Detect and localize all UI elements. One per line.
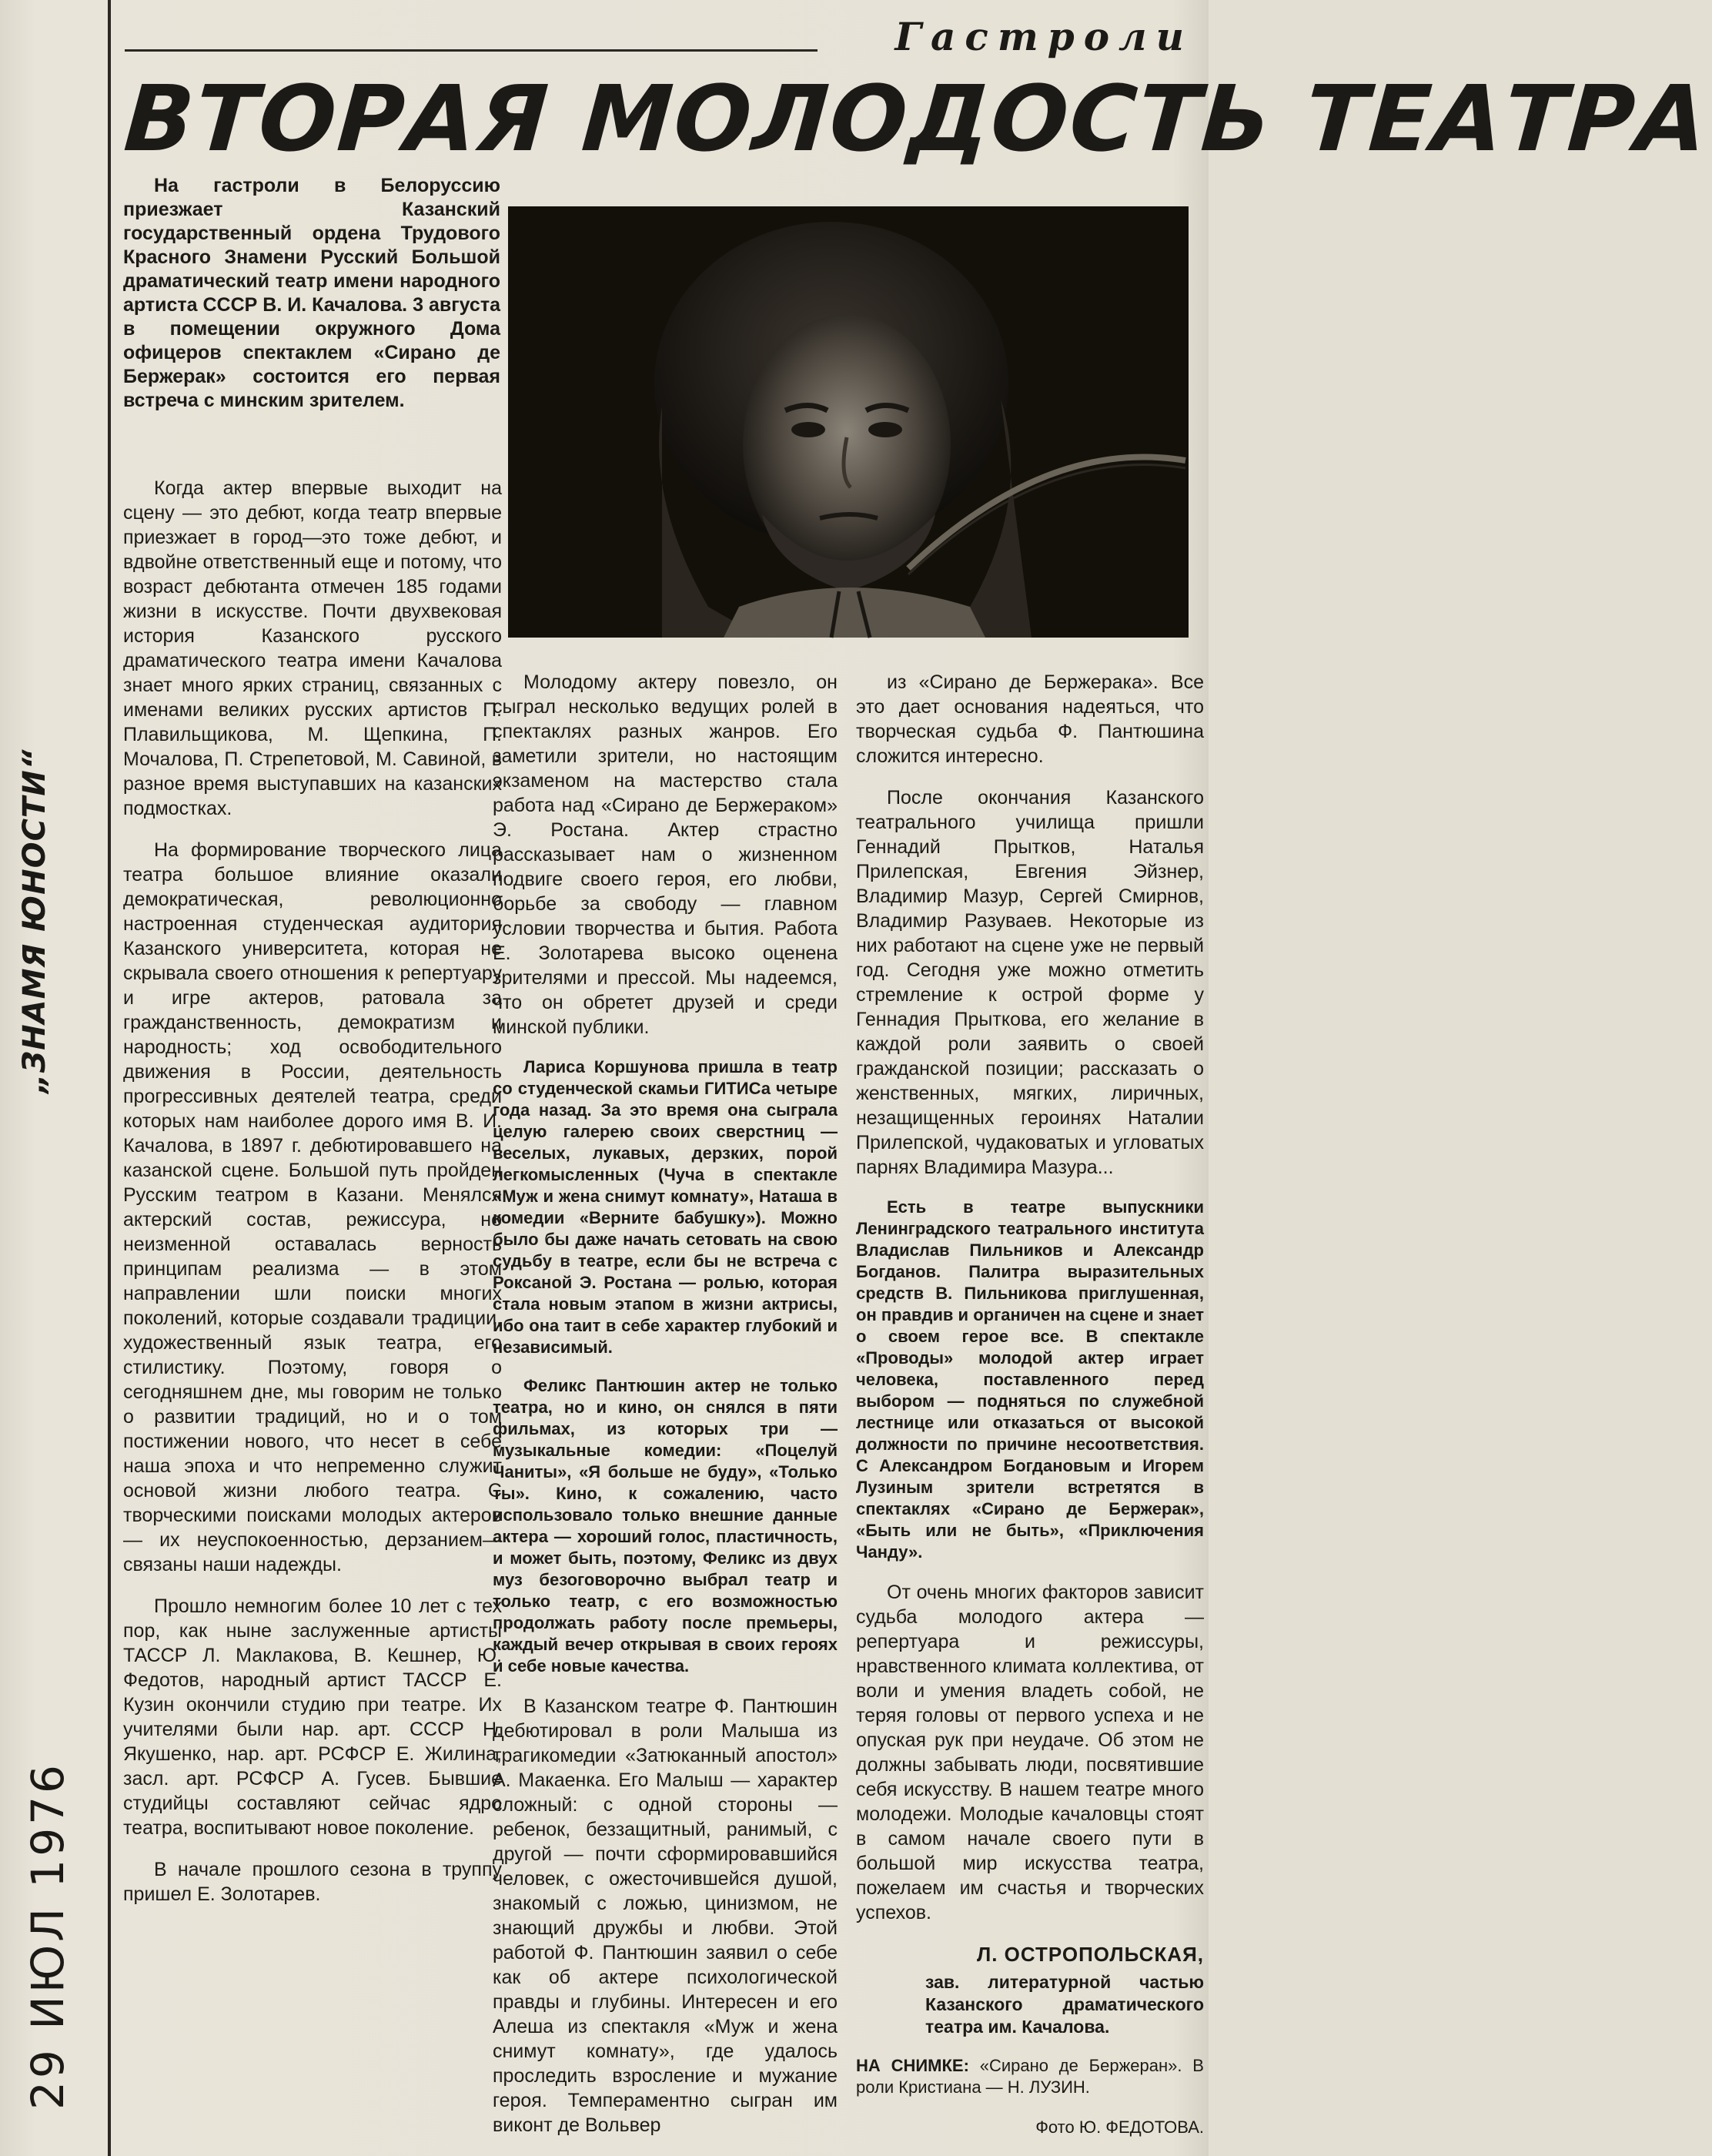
- paragraph: На формирование творческого лица театра большое влияние оказали демократическая, революционно настроенная студенческая аудитория Казанского университета, которая не скрывала своего отношения к репертуару и игре актеров, ратовала за гражданственность, демократизм и народность; ход освободительного движения в России, деятельность прогрессивных деятелей театра, среди которых нам наиболее дорого имя В. И. Качалова, в 1897 г. дебютировавшего на казанской сцене. Большой путь пройден Русским театром в Казани. Менялся актерский состав, режиссура, но неизменной оставалась верность принципам реализма — в этом направлении шли поиски многих поколений, которые создавали традиции, художественный язык театра, его стилистику. Поэтому, говоря о сегодняшнем дне, мы говорим не только о развитии традиций, но и о том постижении нового, что несет в себе наша эпоха и что непременно служит основой жизни любого театра. С творческими поисками молодых актеров — их неуспокоенностью, дерзанием—связаны наши надежды.: [123, 839, 502, 1575]
- paragraph: От очень многих факторов зависит судьба молодого актера — репертуара и режиссуры, нравственного климата коллектива, от воли и умения владеть собой, не теряя головы от первого успеха и не опуская рук при неудаче. Об этом не должны забывать люди, посвятившие себя искусству. В нашем театре много молодежи. Молодые качаловцы стоят в самом начале своего пути в большой мир искусства театра, пожелаем им счастья и творческих успехов.: [856, 1582, 1204, 1923]
- author-name: Л. ОСТРОПОЛЬСКАЯ,: [976, 1943, 1204, 1966]
- caption-text: «Сирано де Бержеран». В роли Кристиана — Н. ЛУЗИН.: [856, 2056, 1204, 2097]
- paragraph: из «Сирано де Бержерака». Все это дает основания надеяться, что творческая судьба Ф. Пантюшина сложится интересно.: [856, 671, 1204, 767]
- caption-label: НА СНИМКЕ:: [856, 2056, 969, 2075]
- column-rule: [108, 0, 111, 2156]
- rubric-rule: [125, 49, 818, 52]
- article-column-2: [493, 670, 838, 2154]
- paragraph: Когда актер впервые выходит на сцену — это дебют, когда театр впервые приезжает в город—это тоже дебют, и вдвойне ответственный еще и потому, что возраст дебютанта отмечен 185 годами жизни в искусстве. Почти двухвековая история Казанского русского драматического театра имени Качалова знает много ярких страниц, связанных с именами великих русских артистов П. Плавильщикова, М. Щепкина, П. Мочалова, П. Стрепетовой, М. Савиной, в разное время выступавших на казанских подмостках.: [123, 477, 502, 819]
- article-column-3: [856, 670, 1204, 2140]
- lead-paragraph: На гастроли в Белоруссию приезжает Казанский государственный ордена Трудового Красного Знамени Русский Большой драматический театр имени народного артиста СССР В. И. Качалова. 3 августа в помещении окружного Дома офицеров спектаклем «Сирано де Бержерак» состоится его первая встреча с минским зрителем.: [123, 175, 500, 411]
- article-photo: [508, 206, 1189, 638]
- actor-portrait-image: [508, 206, 1189, 638]
- paragraph: Прошло немногим более 10 лет с тех пор, как ныне заслуженные артисты ТАССР Л. Маклакова, В. Кешнер, Ю. Федотов, народный артист ТАССР Е. Кузин окончили студию при театре. Их учителями были нар. арт. СССР Н. Якушенко, нар. арт. РСФСР Е. Жилина, засл. арт. РСФСР А. Гусев. Бывшие студийцы составляют сейчас ядро театра, воспитывают новое поколение.: [123, 1595, 502, 1839]
- paragraph: В Казанском театре Ф. Пантюшин дебютировал в роли Малыша из трагикомедии «Затюканный апостол» А. Макаенка. Его Малыш — характер сложный: с одной стороны — ребенок, беззащитный, ранимый, с другой — почти сформировавшийся человек, с ожесточившейся душой, знакомый с ложью, цинизмом, не знающий дружбы и любви. Этой работой Ф. Пантюшин заявил о себе как об актере психологической правды и глубины. Интересен и его Алеша из спектакля «Муж и жена снимут комнату», где удалось проследить взросление и мужание героя. Темпераментно сыгран им виконт де Вольвер: [493, 1696, 838, 2136]
- paragraph: Лариса Коршунова пришла в театр со студенческой скамьи ГИТИСа четыре года назад. За это время она сыграла целую галерею своих сверстниц — веселых, лукавых, дерзких, порой легкомысленных (Чуча в спектакле «Муж и жена снимут комнату», Наташа в комедии «Верните бабушку»). Можно было бы даже начать сетовать на свою судьбу в театре, если бы не встреча с Роксаной Э. Ростана — ролью, которая стала новым этапом в жизни актрисы, ибо она таит в себе характер глубокий и независимый.: [493, 1057, 838, 1357]
- newspaper-name: „ЗНАМЯ ЮНОСТИ“: [17, 748, 52, 1093]
- paragraph: Молодому актеру повезло, он сыграл несколько ведущих ролей в спектаклях разных жанров. Его заметили зрители, но настоящим экзаменом на мастерство стала работа над «Сирано де Бержераком» Э. Ростана. Актер страстно рассказывает нам о жизненном подвиге своего героя, его любви, борьбе за свободу — главном условии творчества и бытия. Работа Е. Золотарева высоко оценена зрителями и прессой. Мы надеемся, что он обретет друзей и среди минской публики.: [493, 671, 838, 1038]
- photo-caption: [856, 2055, 1204, 2098]
- paragraph: Есть в театре выпускники Ленинградского театрального института Владислав Пильников и Александр Богданов. Палитра выразительных средств В. Пильникова приглушенная, он правдив и органичен на сцене и знает о своем герое все. В спектакле «Проводы» молодой актер играет человека, поставленного перед выбором — подняться по служебной лестнице или отказаться от высокой должности по причине несоответствия. С Александром Богдановым и Игорем Лузиным зрители встретятся в спектаклях «Сирано де Бержерак», «Быть или не быть», «Приключения Чанду».: [856, 1197, 1204, 1562]
- paragraph: В начале прошлого сезона в труппу пришел Е. Золотарев.: [123, 1859, 502, 1905]
- paragraph: После окончания Казанского театрального училища пришли Геннадий Прытков, Наталья Прилепская, Евгения Эйзнер, Владимир Мазур, Сергей Смирнов, Владимир Разуваев. Некоторые из них работают на сцене уже не первый год. Сегодня уже можно отметить стремление к острой форме у Геннадия Прыткова, его желание в каждой роли заявить о своей гражданской позиции; рассказать о женственных, мягких, лиричных, незащищенных героинях Наталии Прилепской, чудаковатых и угловатых парнях Владимира Мазура...: [856, 787, 1204, 1178]
- article-column-1: [123, 476, 502, 1923]
- author-title: зав. литературной частью Казанского драматического театра им. Качалова.: [925, 1972, 1204, 2037]
- paragraph: Феликс Пантюшин актер не только театра, но и кино, он снялся в пяти фильмах, из которых три — музыкальные комедии: «Поцелуй Чаниты», «Я больше не буду», «Только ты». Кино, к сожалению, часто использовало только внешние данные актера — хороший голос, пластичность, и может быть, поэтому, Феликс из двух муз безоговорочно выбрал театр и только театр, с его возможностью продолжать работу после премьеры, каждый вечер открывая в своих героях и себе новые качества.: [493, 1376, 838, 1676]
- headline: ВТОРАЯ МОЛОДОСТЬ ТЕАТРА: [121, 65, 1712, 172]
- rubric: Гастроли: [894, 14, 1193, 59]
- photo-credit: Фото Ю. ФЕДОТОВА.: [1035, 2118, 1204, 2137]
- date-stamp: 29 ИЮЛ 1976: [22, 1762, 74, 2110]
